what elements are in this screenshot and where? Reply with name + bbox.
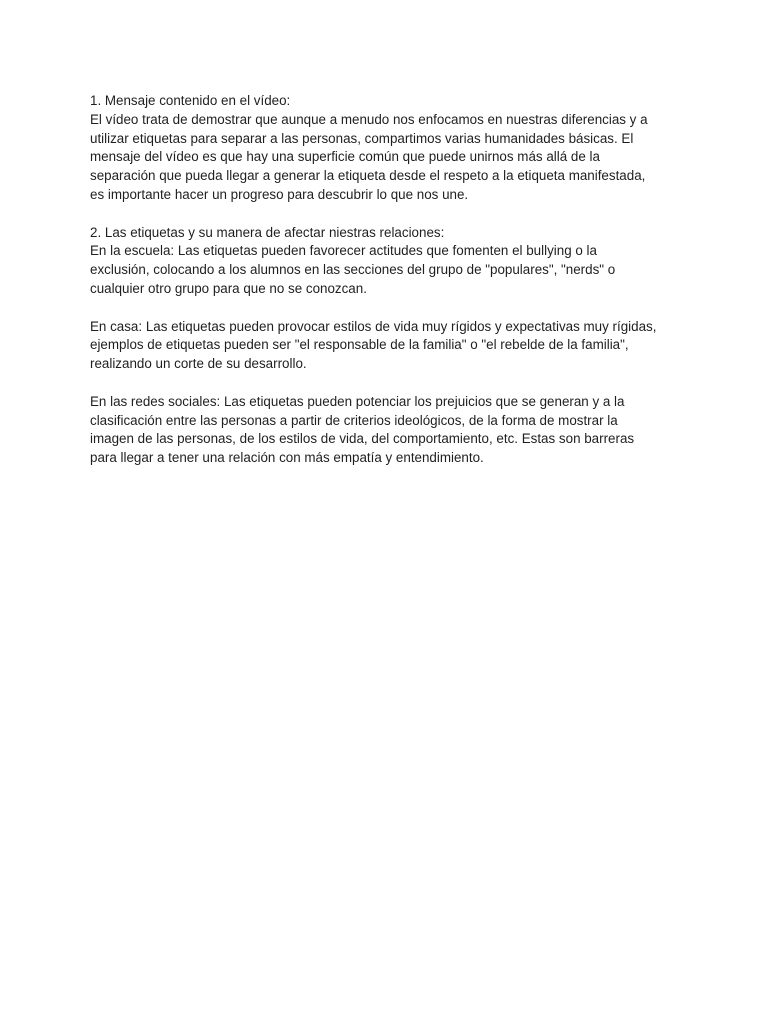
section-1-line: es importante hacer un progreso para descubrir lo que nos une.	[90, 186, 469, 202]
document-body	[90, 92, 690, 487]
social-paragraph-line: clasificación entre las personas a partir de criterios ideológicos, de la forma de mostrar la	[90, 412, 618, 428]
home-paragraph-line: ejemplos de etiquetas pueden ser "el responsable de la familia" o "el rebelde de la familia",	[90, 337, 629, 353]
home-paragraph-line: En casa: Las etiquetas pueden provocar estilos de vida muy rígidos y expectativas muy rígidas,	[90, 318, 657, 334]
section-1-heading: 1. Mensaje contenido en el vídeo:	[90, 93, 291, 108]
social-paragraph	[90, 393, 690, 468]
school-paragraph-line: En la escuela: Las etiquetas pueden favorecer actitudes que fomenten el bullying o la	[90, 243, 597, 259]
home-paragraph-line: realizando un corte de su desarrollo.	[90, 356, 307, 372]
section-1-line: separación que pueda llegar a generar la etiqueta desde el respeto a la etiqueta manifestada,	[90, 168, 646, 184]
home-paragraph	[90, 318, 690, 374]
section-2-school	[90, 224, 690, 299]
section-1	[90, 92, 690, 205]
section-2-heading: 2. Las etiquetas y su manera de afectar niestras relaciones:	[90, 224, 445, 240]
social-paragraph-line: En las redes sociales: Las etiquetas pueden potenciar los prejuicios que se generan y a la	[90, 393, 625, 409]
school-paragraph-line: exclusión, colocando a los alumnos en las secciones del grupo de "populares", "nerds" o	[90, 262, 616, 278]
section-1-line: El vídeo trata de demostrar que aunque a menudo nos enfocamos en nuestras diferencias y a	[90, 111, 648, 127]
school-paragraph-line: cualquier otro grupo para que no se conozcan.	[90, 280, 367, 296]
section-1-line: utilizar etiquetas para separar a las personas, compartimos varias humanidades básicas. El	[90, 130, 634, 146]
social-paragraph-line: imagen de las personas, de los estilos de vida, del comportamiento, etc. Estas son barreras	[90, 431, 635, 447]
social-paragraph-line: para llegar a tener una relación con más empatía y entendimiento.	[90, 450, 484, 466]
section-1-line: mensaje del vídeo es que hay una superficie común que puede unirnos más allá de la	[90, 149, 600, 165]
